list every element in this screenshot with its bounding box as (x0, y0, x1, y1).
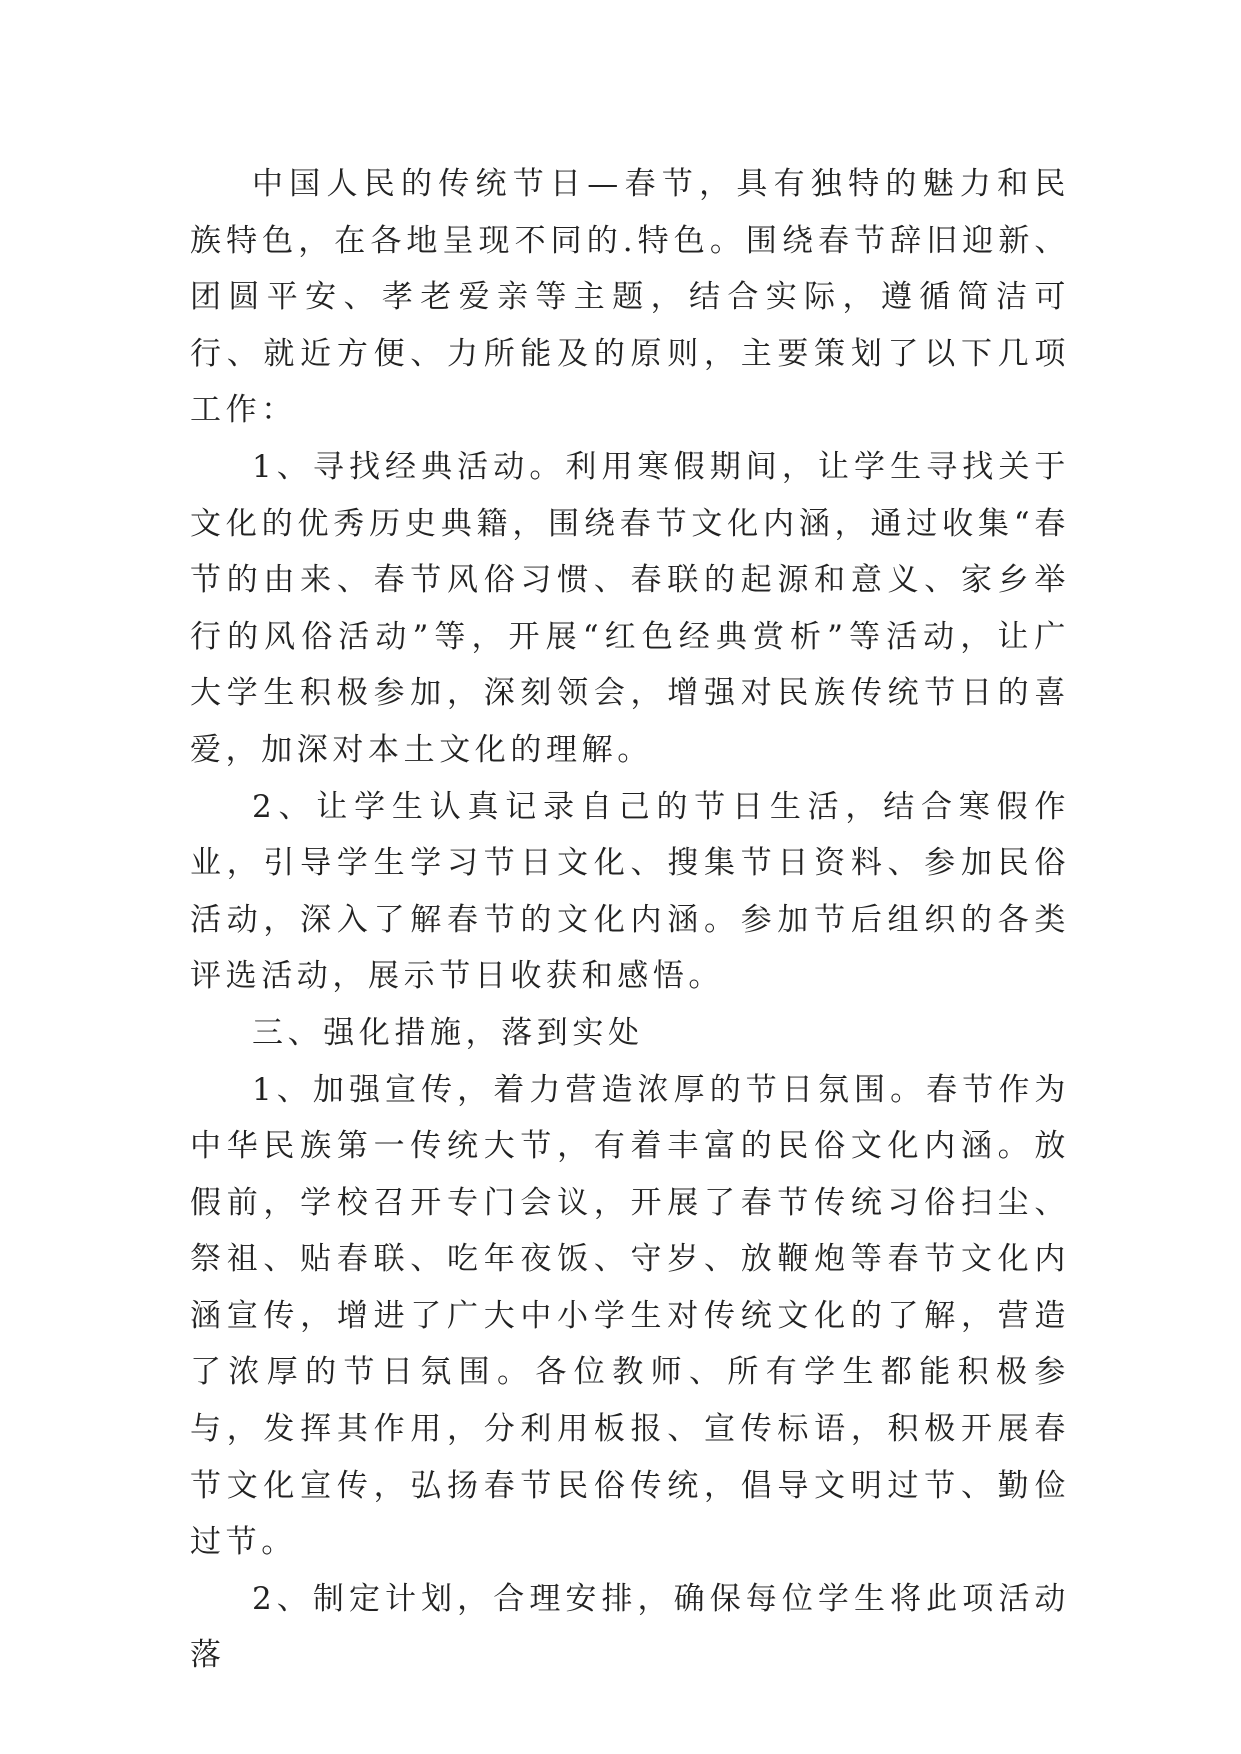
paragraph-item-1: 1、寻找经典活动。利用寒假期间，让学生寻找关于文化的优秀历史典籍，围绕春节文化内涵，通过收集“春节的由来、春节风俗习惯、春联的起源和意义、家乡举行的风俗活动”等，开展“红色经典赏析”等活动，让广大学生积极参加，深刻领会，增强对民族传统节日的喜爱，加深对本土文化的理解。 (190, 448, 1070, 768)
document-body (190, 156, 1070, 1684)
paragraph-item-2: 2、让学生认真记录自己的节日生活，结合寒假作业，引导学生学习节日文化、搜集节日资料、参加民俗活动，深入了解春节的文化内涵。参加节后组织的各类评选活动，展示节日收获和感悟。 (190, 788, 1070, 995)
section-heading: 三、强化措施，落到实处 (252, 1014, 644, 1051)
paragraph-measure-2: 2、制定计划，合理安排，确保每位学生将此项活动落 (190, 1580, 1070, 1674)
paragraph-measure-1: 1、加强宣传，着力营造浓厚的节日氛围。春节作为中华民族第一传统大节，有着丰富的民俗文化内涵。放假前，学校召开专门会议，开展了春节传统习俗扫尘、祭祖、贴春联、吃年夜饭、守岁、放鞭炮等春节文化内涵宣传，增进了广大中小学生对传统文化的了解，营造了浓厚的节日氛围。各位教师、所有学生都能积极参与，发挥其作用，分利用板报、宣传标语，积极开展春节文化宣传，弘扬春节民俗传统，倡导文明过节、勤俭过节。 (190, 1071, 1070, 1561)
paragraph-intro: 中国人民的传统节日—春节，具有独特的魅力和民族特色，在各地呈现不同的.特色。围绕春节辞旧迎新、团圆平安、孝老爱亲等主题，结合实际，遵循简洁可行、就近方便、力所能及的原则，主要策划了以下几项工作： (190, 166, 1070, 429)
